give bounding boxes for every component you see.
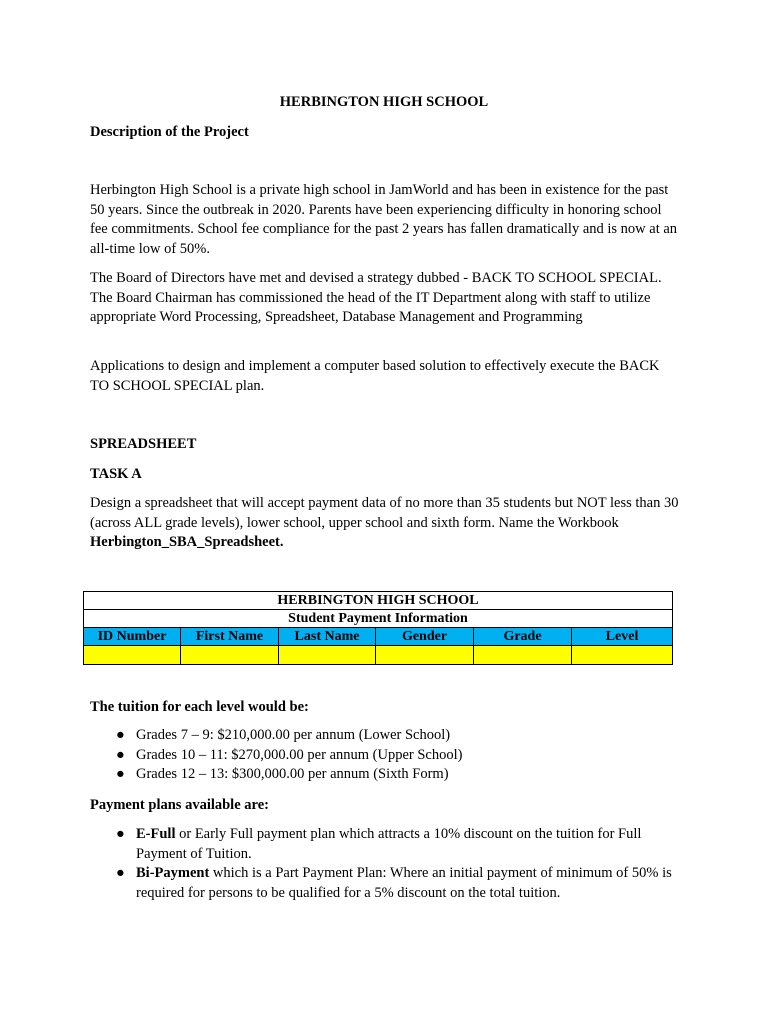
table-caption-info: Student Payment Information [84, 610, 673, 628]
workbook-name: Herbington_SBA_Spreadsheet. [90, 534, 284, 550]
list-item [112, 825, 672, 864]
bullet-icon: ● [116, 865, 125, 881]
plan-description: or Early Full payment plan which attracts a 10% discount on the tuition for Full Payment of Tuition. [136, 826, 642, 862]
list-item [112, 864, 672, 903]
list-item: ● Grades 7 – 9: $210,000.00 per annum (Lower School) [112, 726, 672, 746]
column-header-last-name: Last Name [279, 628, 376, 646]
student-payment-table [83, 591, 673, 665]
column-header-id-number: ID Number [84, 628, 181, 646]
task-a-heading: TASK A [90, 466, 142, 482]
table-cell [84, 646, 181, 665]
column-header-first-name: First Name [181, 628, 279, 646]
document-title: HERBINGTON HIGH SCHOOL [279, 94, 489, 110]
plan-name-bi-payment: Bi-Payment [136, 865, 210, 881]
description-heading: Description of the Project [90, 124, 249, 140]
table-cell [376, 646, 474, 665]
paragraph-board: The Board of Directors have met and devised a strategy dubbed - BACK TO SCHOOL SPECIAL. The Board Chairman has commissioned the head of the IT Department along with staff to utilize appropriate Word Processing, Spreadsheet, Database Management and Programming [90, 270, 662, 325]
bullet-icon: ● [116, 766, 125, 782]
spreadsheet-heading: SPREADSHEET [90, 436, 197, 452]
table-cell [181, 646, 279, 665]
table-cell [279, 646, 376, 665]
bullet-icon: ● [116, 826, 125, 842]
bullet-icon: ● [116, 746, 125, 763]
tuition-heading: The tuition for each level would be: [90, 699, 309, 715]
table-header-row [84, 628, 673, 646]
table-cell [474, 646, 572, 665]
paragraph-intro: Herbington High School is a private high school in JamWorld and has been in existence for the past 50 years. Since the outbreak in 2020. Parents have been experiencing difficulty in honoring school fee commitments. School fee compliance for the past 2 years has fallen dramatically and is now at an all-time low of 50%. [90, 182, 678, 257]
plan-name-e-full: E-Full [136, 826, 176, 842]
list-item: ● Grades 12 – 13: $300,000.00 per annum (Sixth Form) [112, 765, 672, 785]
task-a-description [90, 494, 680, 553]
table-row [84, 646, 673, 665]
tuition-list [112, 726, 672, 785]
task-a-text: Design a spreadsheet that will accept payment data of no more than 35 students but NOT less than 30 (across ALL grade levels), lower school, upper school and sixth form. Name the Workbook [90, 495, 679, 531]
plan-description: which is a Part Payment Plan: Where an initial payment of minimum of 50% is required for persons to be qualified for a 5% discount on the total tuition. [136, 865, 672, 901]
table-caption-school: HERBINGTON HIGH SCHOOL [84, 592, 673, 610]
table-cell [572, 646, 673, 665]
payment-plans-list [112, 825, 672, 903]
column-header-gender: Gender [376, 628, 474, 646]
paragraph-applications: Applications to design and implement a computer based solution to effectively execute the BACK TO SCHOOL SPECIAL plan. [90, 358, 660, 394]
column-header-level: Level [572, 628, 673, 646]
column-header-grade: Grade [474, 628, 572, 646]
bullet-icon: ● [116, 727, 125, 743]
payment-plans-heading: Payment plans available are: [90, 797, 269, 813]
list-item: ● Grades 10 – 11: $270,000.00 per annum (Upper School) [112, 746, 672, 766]
